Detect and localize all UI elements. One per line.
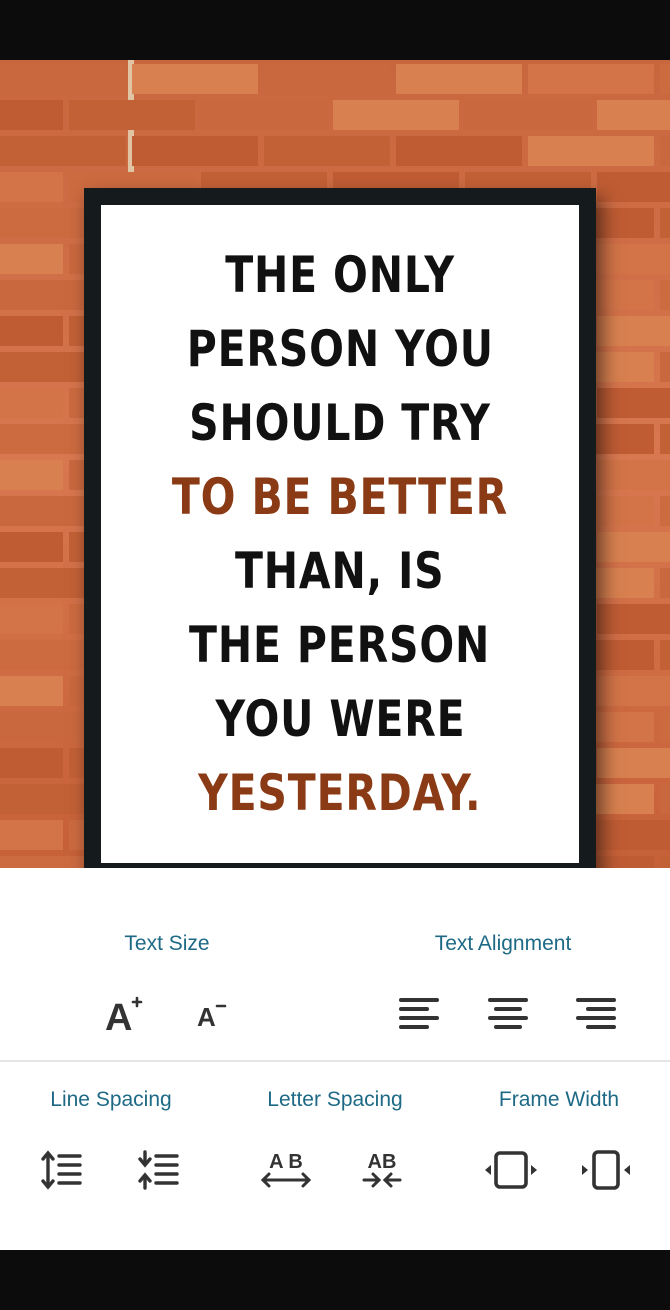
- top-status-bar: [0, 0, 670, 60]
- poster-canvas[interactable]: [101, 205, 579, 863]
- brick: [660, 640, 670, 670]
- brick: [333, 100, 459, 130]
- brick: [69, 100, 195, 130]
- brick: [0, 316, 63, 346]
- brick: [0, 748, 63, 778]
- brick: [0, 460, 63, 490]
- frame-width-label: Frame Width: [498, 1088, 620, 1111]
- brick: [597, 316, 670, 346]
- brick: [660, 424, 670, 454]
- brick: [201, 100, 327, 130]
- quote-line: PERSON YOU: [186, 320, 494, 378]
- panel-divider: [0, 1060, 670, 1062]
- brick: [597, 820, 670, 850]
- line-spacing-label: Line Spacing: [50, 1088, 172, 1111]
- letter-spacing-decrease-icon: [358, 1146, 406, 1194]
- text-alignment-label: Text Alignment: [434, 932, 572, 955]
- brick: [660, 712, 670, 742]
- text-size-label: Text Size: [124, 932, 210, 955]
- quote-line: YOU WERE: [214, 690, 466, 748]
- edit-controls-panel: [0, 868, 670, 1250]
- brick-wall-background: [0, 60, 670, 868]
- bottom-navigation-bar: [0, 1250, 670, 1310]
- letter-spacing-decrease-button[interactable]: [354, 1142, 410, 1198]
- letter-spacing-increase-icon: [258, 1146, 314, 1194]
- align-left-button[interactable]: [391, 986, 447, 1042]
- brick: [597, 748, 670, 778]
- poster-frame[interactable]: [84, 188, 596, 868]
- svg-text:A: A: [197, 1002, 216, 1032]
- brick: [597, 460, 670, 490]
- quote-line: SHOULD TRY: [189, 394, 491, 452]
- svg-text:AB: AB: [367, 1151, 397, 1173]
- letter-spacing-label: Letter Spacing: [267, 1088, 403, 1111]
- text-size-increase-button[interactable]: [95, 986, 151, 1042]
- quote-line: THE ONLY: [225, 246, 455, 304]
- brick: [597, 100, 670, 130]
- svg-text:A B: A B: [269, 1151, 303, 1173]
- align-center-button[interactable]: [480, 986, 536, 1042]
- brick: [660, 352, 670, 382]
- brick: [660, 208, 670, 238]
- letter-spacing-increase-button[interactable]: [258, 1142, 314, 1198]
- brick: [528, 136, 654, 166]
- brick: [660, 136, 670, 166]
- brick: [528, 64, 654, 94]
- line-spacing-increase-button[interactable]: [34, 1142, 90, 1198]
- brick: [132, 136, 258, 166]
- brick: [0, 100, 63, 130]
- brick: [0, 820, 63, 850]
- brick: [132, 64, 258, 94]
- brick: [0, 172, 63, 202]
- quote-line-accent: YESTERDAY.: [198, 764, 482, 822]
- brick: [597, 388, 670, 418]
- frame-width-increase-button[interactable]: [483, 1142, 539, 1198]
- brick: [0, 676, 63, 706]
- brick: [660, 784, 670, 814]
- align-right-button[interactable]: [568, 986, 624, 1042]
- brick: [660, 496, 670, 526]
- line-spacing-decrease-button[interactable]: [131, 1142, 187, 1198]
- frame-width-decrease-icon: [578, 1148, 634, 1192]
- brick: [0, 532, 63, 562]
- brick: [465, 100, 591, 130]
- brick: [0, 136, 126, 166]
- quote-line: THAN, IS: [235, 542, 445, 600]
- text-size-increase-icon: [99, 990, 147, 1038]
- brick: [597, 244, 670, 274]
- brick: [396, 136, 522, 166]
- text-size-decrease-icon: [187, 990, 235, 1038]
- brick: [0, 388, 63, 418]
- align-center-icon: [486, 992, 530, 1036]
- frame-width-increase-icon: [483, 1148, 539, 1192]
- brick: [0, 604, 63, 634]
- brick: [597, 604, 670, 634]
- text-size-decrease-button[interactable]: [183, 986, 239, 1042]
- brick: [264, 64, 390, 94]
- brick: [597, 172, 670, 202]
- brick: [396, 64, 522, 94]
- brick: [660, 856, 670, 868]
- brick: [0, 64, 126, 94]
- align-left-icon: [397, 992, 441, 1036]
- brick: [660, 568, 670, 598]
- brick: [660, 280, 670, 310]
- brick: [264, 136, 390, 166]
- quote-line-accent: TO BE BETTER: [171, 468, 509, 526]
- svg-text:A: A: [105, 997, 133, 1038]
- brick: [597, 676, 670, 706]
- brick: [0, 244, 63, 274]
- brick: [660, 64, 670, 94]
- line-spacing-decrease-icon: [137, 1148, 181, 1192]
- brick: [597, 532, 670, 562]
- line-spacing-increase-icon: [40, 1148, 84, 1192]
- quote-line: THE PERSON: [189, 616, 491, 674]
- align-right-icon: [574, 992, 618, 1036]
- frame-width-decrease-button[interactable]: [578, 1142, 634, 1198]
